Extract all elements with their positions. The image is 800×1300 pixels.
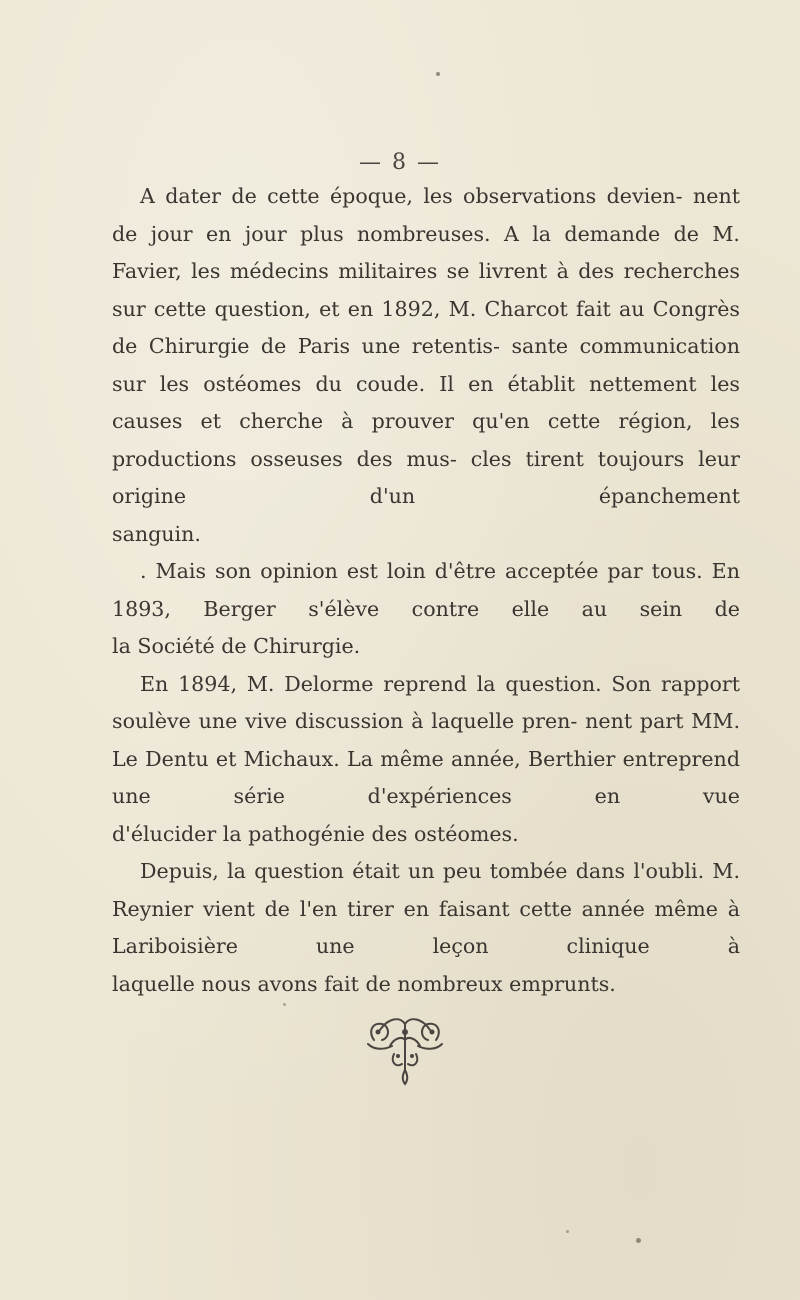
paragraph	[112, 553, 740, 628]
text-line: cles tirent toujours leur origine d'un épanchement	[112, 446, 740, 508]
text-line: sante communication sur les ostéomes du coude. Il	[112, 334, 740, 396]
text-line: Depuis, la question était un peu tombée dans	[140, 859, 626, 883]
ornament-fleuron-icon	[350, 1010, 460, 1086]
text-line: nent de jour en jour plus nombreuses. A la demande	[112, 184, 740, 246]
ink-speck	[283, 1003, 286, 1006]
text-line: laquelle nous avons fait de nombreux emprunts.	[112, 971, 616, 996]
body-text	[112, 178, 740, 1003]
text-line: nent part MM. Le Dentu et Michaux. La même année,	[112, 709, 740, 771]
text-line: en établit nettement les causes et cherche à prouver	[112, 371, 740, 433]
paragraph	[112, 178, 740, 516]
text-line: sanguin.	[112, 521, 201, 546]
text-line: Berthier entreprend une série d'expériences en vue	[112, 746, 741, 808]
text-line: tous. En 1893, Berger s'élève contre elle au sein de	[112, 559, 740, 621]
paragraph-end	[112, 516, 740, 554]
paragraph	[112, 853, 740, 966]
text-line: l'oubli. M. Reynier vient de l'en tirer en faisant cette	[112, 859, 741, 921]
ink-speck	[566, 1230, 569, 1233]
text-line: rapport soulève une vive discussion à laquelle pren-	[112, 671, 740, 733]
text-line: d'élucider la pathogénie des ostéomes.	[112, 821, 519, 846]
text-line: recherches sur cette question, et en 1892, M. Charcot	[112, 259, 740, 321]
paragraph	[112, 666, 740, 816]
paragraph-end	[112, 966, 740, 1004]
paragraph-end	[112, 816, 740, 854]
text-line: la Société de Chirurgie.	[112, 634, 361, 658]
text-line: A dater de cette époque, les observations devien-	[140, 184, 683, 208]
text-line: fait au Congrès de Chirurgie de Paris une retentis-	[112, 296, 740, 358]
text-line: année même à Lariboisière une leçon clinique à	[112, 896, 740, 958]
text-line: . Mais son opinion est loin d'être acceptée par	[140, 559, 643, 583]
text-line: de M. Favier, les médecins militaires se livrent à des	[112, 221, 740, 283]
ink-speck	[436, 72, 440, 76]
text-line: En 1894, M. Delorme reprend la question. Son	[140, 671, 652, 696]
text-line: qu'en cette région, les productions osseuses des mus-	[112, 409, 740, 471]
page-number: — 8 —	[359, 150, 441, 175]
paragraph-end	[112, 628, 740, 666]
ink-speck	[636, 1238, 641, 1243]
